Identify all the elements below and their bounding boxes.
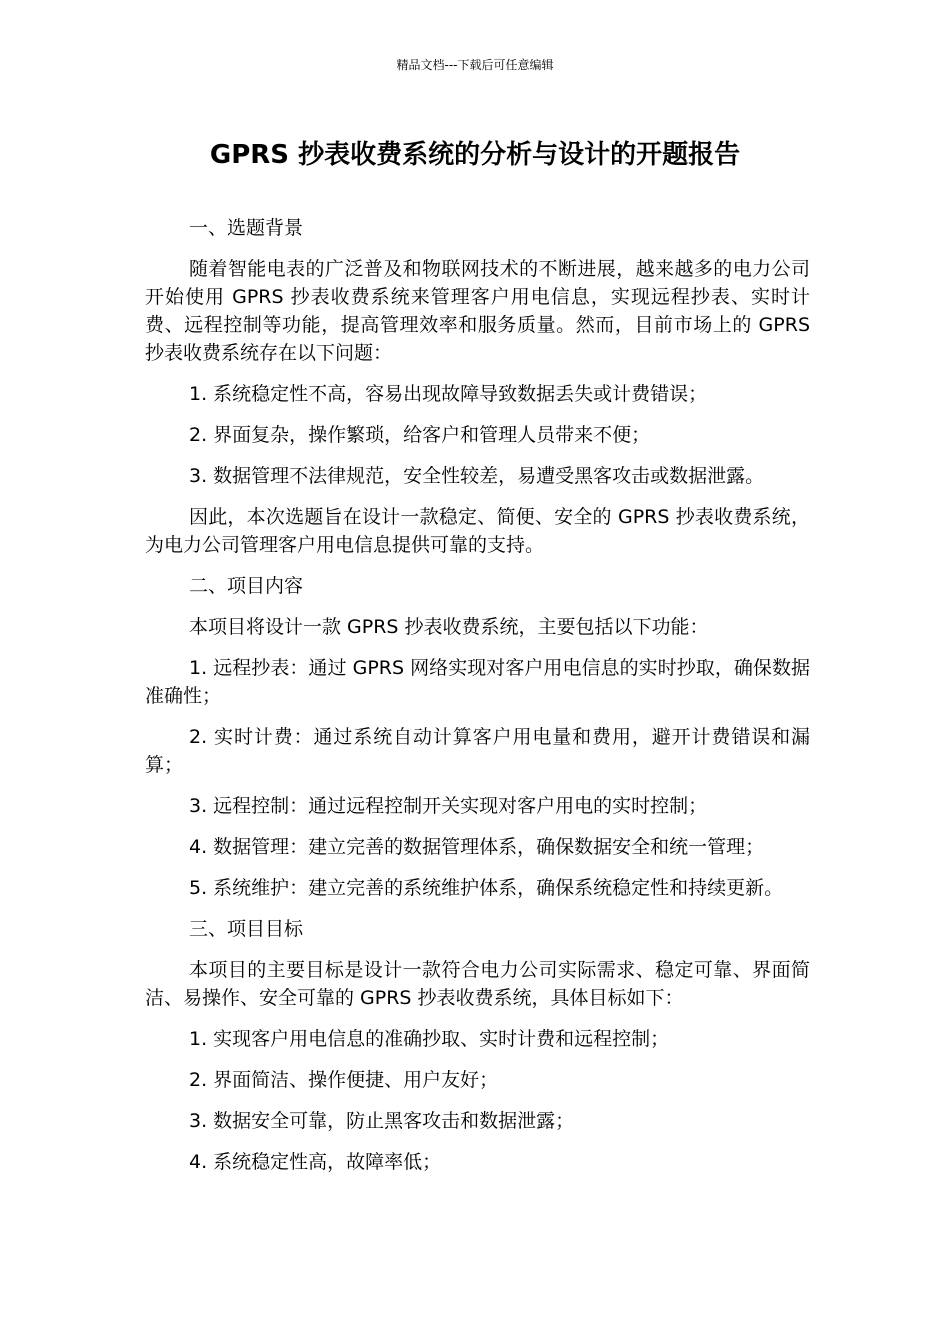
list-item: 1. 系统稳定性不高，容易出现故障导致数据丢失或计费错误； bbox=[189, 383, 708, 405]
section-heading-background: 一、选题背景 bbox=[189, 217, 304, 239]
paragraph: 本项目将设计一款 GPRS 抄表收费系统，主要包括以下功能： bbox=[189, 616, 709, 638]
list-item: 1. 实现客户用电信息的准确抄取、实时计费和远程控制； bbox=[189, 1028, 670, 1050]
list-item: 2. 界面复杂，操作繁琐，给客户和管理人员带来不便； bbox=[189, 424, 651, 446]
document-title: GPRS 抄表收费系统的分析与设计的开题报告 bbox=[209, 140, 741, 170]
list-item: 4. 数据管理：建立完善的数据管理体系，确保数据安全和统一管理； bbox=[189, 836, 765, 858]
header-note: 精品文档---下载后可任意编辑 bbox=[396, 58, 554, 72]
list-item: 4. 系统稳定性高，故障率低； bbox=[189, 1151, 442, 1173]
list-item: 3. 数据安全可靠，防止黑客攻击和数据泄露； bbox=[189, 1110, 575, 1132]
list-item: 2. 实时计费：通过系统自动计算客户用电量和费用，避开计费错误和漏算； bbox=[145, 726, 810, 776]
paragraph: 随着智能电表的广泛普及和物联网技术的不断进展，越来越多的电力公司开始使用 GPRS 抄表收费系统来管理客户用电信息，实现远程抄表、实时计费、远程控制等功能，提高管理效率和服务质量。然而，目前市场上的 GPRS 抄表收费系统存在以下问题： bbox=[145, 258, 810, 364]
paragraph: 因此，本次选题旨在设计一款稳定、简便、安全的 GPRS 抄表收费系统，为电力公司管理客户用电信息提供可靠的支持。 bbox=[145, 506, 810, 556]
paragraph: 本项目的主要目标是设计一款符合电力公司实际需求、稳定可靠、界面简洁、易操作、安全可靠的 GPRS 抄表收费系统，具体目标如下： bbox=[145, 959, 810, 1009]
list-item: 5. 系统维护：建立完善的系统维护体系，确保系统稳定性和持续更新。 bbox=[189, 877, 784, 899]
section-heading-goals: 三、项目目标 bbox=[189, 918, 304, 940]
document-body bbox=[145, 214, 810, 1189]
list-item: 2. 界面简洁、操作便捷、用户友好； bbox=[189, 1069, 499, 1091]
list-item: 1. 远程抄表：通过 GPRS 网络实现对客户用电信息的实时抄取，确保数据准确性； bbox=[145, 657, 810, 707]
section-heading-content: 二、项目内容 bbox=[189, 575, 304, 597]
list-item: 3. 远程控制：通过远程控制开关实现对客户用电的实时控制； bbox=[189, 795, 708, 817]
list-item: 3. 数据管理不法律规范，安全性较差，易遭受黑客攻击或数据泄露。 bbox=[189, 465, 765, 487]
